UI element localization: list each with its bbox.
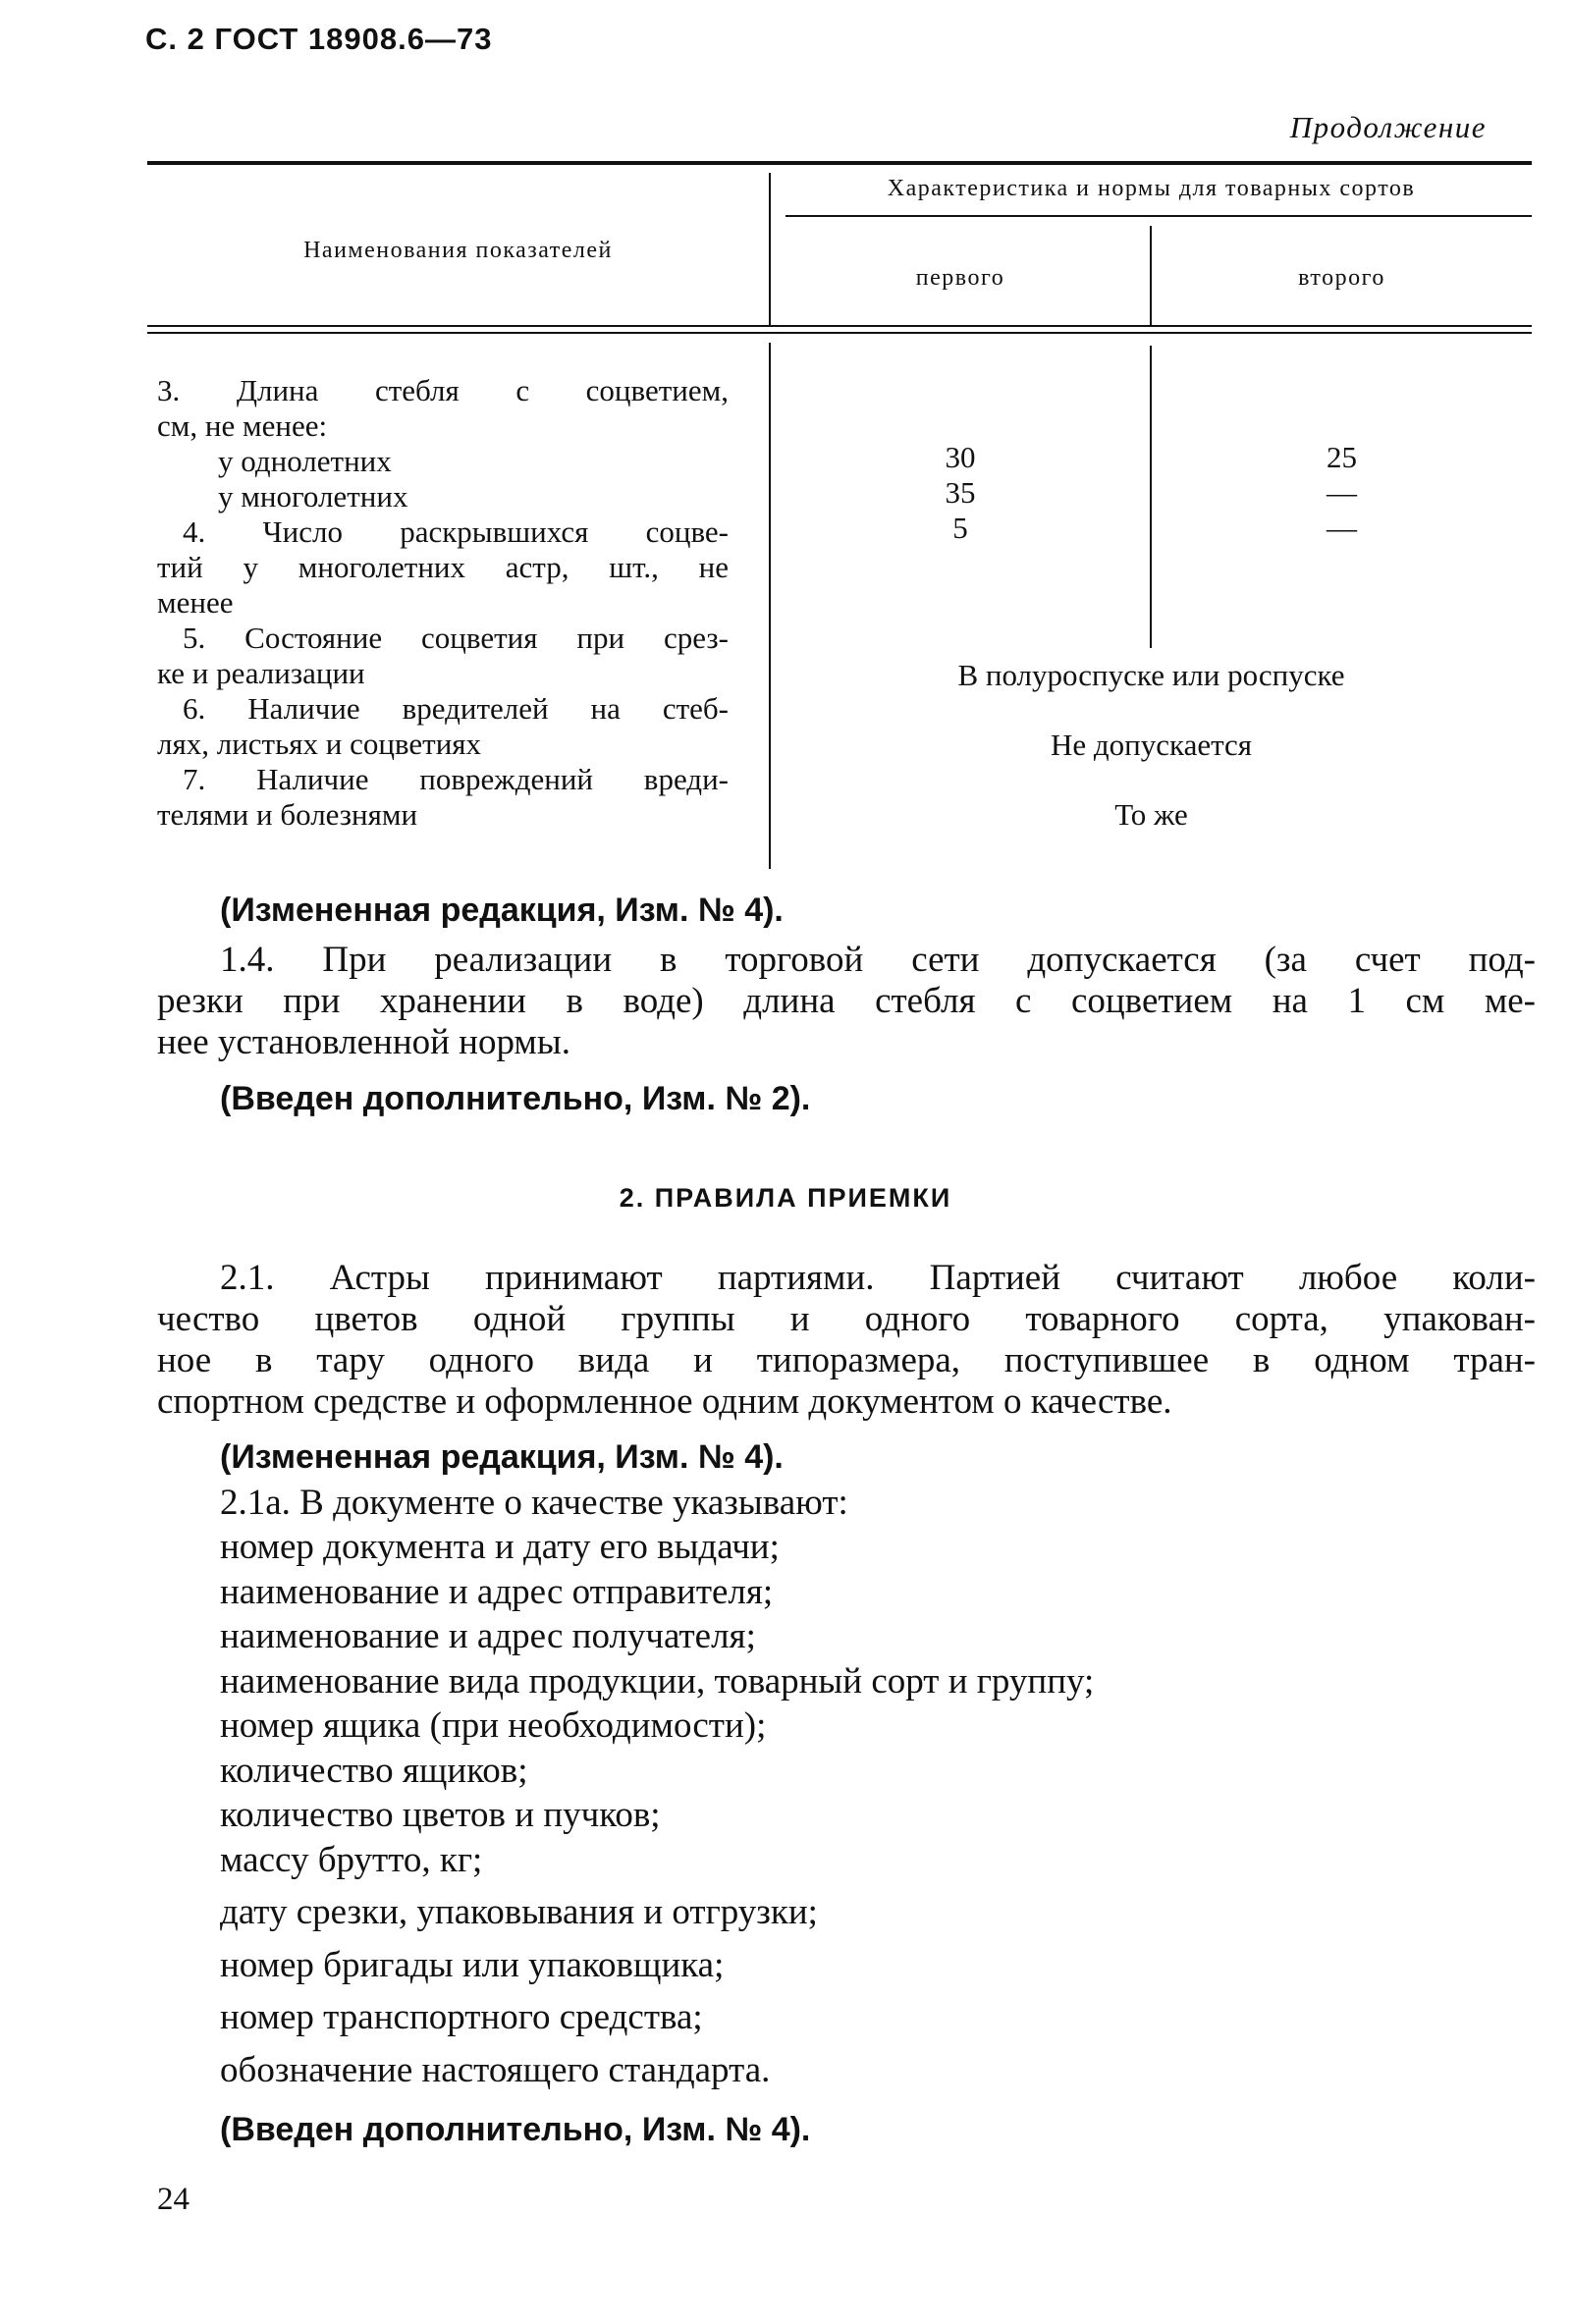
paragraph-2-1a-intro-line: 2.1а. В документе о качестве указывают: [220,1483,848,1523]
paragraph-2-1 [157,1258,1536,1423]
page-number: 24 [157,2182,190,2217]
page-header [145,22,492,57]
row-5-line-2: ке и реализации [157,656,365,690]
row-7-value: То же [1114,797,1188,832]
header-second-grade: второго [1298,265,1385,291]
row-6-line-2: лях, листьях и соцветиях [157,727,482,761]
paragraph-1-4 [157,940,1536,1063]
list-item: наименование и адрес получателя; [220,1616,756,1656]
standard-number: ГОСТ 18908.6—73 [214,22,493,56]
table-top-rule [147,161,1532,165]
row-3-label [157,373,729,514]
row-7-line-1: 7. Наличие повреждений вреди- [183,762,729,796]
paragraph-1-4-line-1: 1.4. При реализации в торговой сети допускается (за счет под- [220,940,1536,980]
paragraph-2-1a-intro [157,1483,1536,1524]
row-3-sub-2-second: — [1327,475,1357,510]
header-group: Характеристика и нормы для товарных сортов [887,176,1416,201]
header-indicators: Наименования показателей [303,238,613,263]
list-item: номер документа и дату его выдачи; [220,1527,780,1567]
row-5-value: В полуроспуске или роспуске [957,658,1345,692]
list-item: массу брутто, кг; [220,1839,483,1880]
row-4-line-2: тий у многолетних астр, шт., не [157,550,729,584]
list-item: номер бригады или упаковщика; [220,1944,725,1985]
row-4-second: — [1327,511,1357,545]
paragraph-2-1-line-4: спортном средстве и оформленное одним документом о качестве. [157,1381,1172,1422]
row-4-first: 5 [952,511,968,545]
row-4-line-1: 4. Число раскрывшихся соцве- [183,514,729,549]
row-7-line-2: телями и болезнями [157,797,418,832]
list-item: номер транспортного средства; [220,1997,703,2037]
row-3-sub-1-label: у однолетних [218,444,392,478]
row-3-sub-2-first: 35 [945,475,976,510]
list-item: наименование вида продукции, товарный сорт и группу; [220,1660,1095,1702]
list-item: номер ящика (при необходимости); [220,1705,767,1746]
amendment-note-4a: (Измененная редакция, Изм. № 4). [220,892,784,929]
introduction-note-4: (Введен дополнительно, Изм. № 4). [220,2111,811,2148]
section-title: 2. ПРАВИЛА ПРИЕМКИ [619,1183,952,1213]
row-5-label [157,621,729,691]
table-header-rule-2 [147,332,1532,334]
row-7-label [157,762,729,833]
list-item: обозначение настоящего стандарта. [220,2049,771,2090]
quality-document-fields [220,1525,1094,2092]
amendment-note-4b: (Измененная редакция, Изм. № 4). [220,1438,784,1476]
row-6-line-1: 6. Наличие вредителей на стеб- [183,691,729,726]
header-first-grade: первого [915,265,1005,291]
row-3-sub-1-first: 30 [945,440,976,474]
paragraph-1-4-line-3: нее установленной нормы. [157,1022,570,1062]
continuation-label: Продолжение [1289,110,1487,144]
page-ref: С. 2 [145,22,205,56]
table-col-rule-1-body [769,343,771,869]
table-group-rule [786,215,1532,217]
list-item: количество ящиков; [220,1750,528,1791]
list-item: количество цветов и пучков; [220,1795,661,1835]
row-4-line-3: менее [157,585,234,620]
paragraph-1-4-line-2: резки при хранении в воде) длина стебля с соцветием на 1 см ме- [157,981,1536,1021]
row-3-sub-2-label: у многолетних [218,479,408,513]
row-3-line-1: 3. Длина стебля с соцветием, [157,373,729,407]
row-6-value: Не допускается [1050,728,1253,762]
paragraph-2-1-line-2: чество цветов одной группы и одного товарного сорта, упакован- [157,1299,1536,1339]
row-5-line-1: 5. Состояние соцветия при срез- [183,621,729,655]
row-4-label [157,514,729,621]
table-header-rule-1 [147,325,1532,327]
paragraph-2-1-line-1: 2.1. Астры принимают партиями. Партией считают любое коли- [220,1258,1536,1298]
list-item: дату срезки, упаковывания и отгрузки; [220,1892,818,1932]
row-3-sub-1-second: 25 [1327,440,1357,474]
row-3-line-2: см, не менее: [157,408,328,443]
row-6-label [157,691,729,762]
paragraph-2-1-line-3: ное в тару одного вида и типоразмера, поступившее в одном тран- [157,1340,1536,1380]
introduction-note-2: (Введен дополнительно, Изм. № 2). [220,1080,811,1117]
list-item: наименование и адрес отправителя; [220,1571,774,1612]
